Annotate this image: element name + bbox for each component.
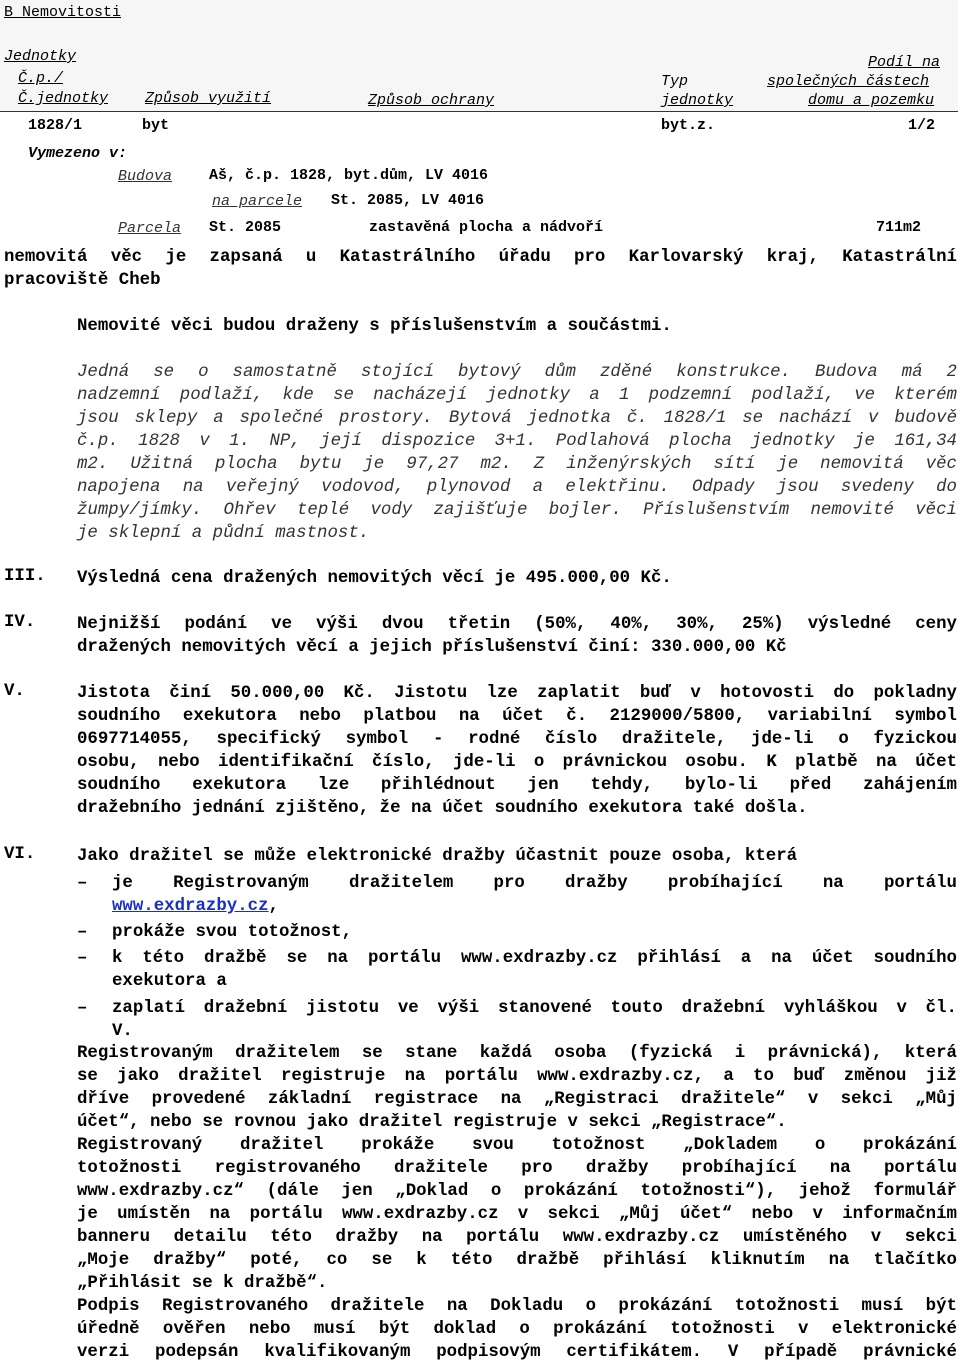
body-line: www.exdrazby.cz“ (dále jen „Doklad o prokázání totožnosti“), jehož formulář	[77, 1182, 957, 1201]
col-cp: Č.p./	[18, 70, 64, 87]
parcel-value: St. 2085	[209, 219, 282, 236]
col-share-2: společných částech	[767, 73, 930, 90]
body-line: úředně ověřen nebo musí být doklad o prokázání totožnosti v elektronické	[77, 1320, 957, 1339]
description-line: nadzemní podlaží, kde se nacházejí jednotky a 1 podzemní podlaží, ve kterém	[77, 386, 957, 405]
bullet-3-line: exekutora a	[112, 972, 227, 991]
deposit-line: osobu, nebo identifikační číslo, jde-li o právnickou osobu. K platbě na účet	[77, 753, 957, 772]
section-iii	[77, 567, 957, 590]
col-unit-no: Č.jednotky	[18, 90, 109, 107]
bullet-1-line: je Registrovaným dražitelem pro dražby probíhající na portálu	[112, 874, 957, 893]
deposit-line: soudního exekutora nebo platbou na účet č. 2129000/5800, variabilní symbol	[77, 707, 957, 726]
lowest-bid-line: dražených nemovitých věcí a jejich příslušenství činí: 330.000,00 Kč	[77, 638, 787, 657]
parcel-kind: zastavěná plocha a nádvoří	[369, 219, 604, 236]
col-share-1: Podíl na	[868, 54, 941, 71]
body-line: účet“, nebo se rovnou jako dražitel registruje v sekci „Registrace“.	[77, 1113, 787, 1132]
description-line: č.p. 1828 v 1. NP, její dispozice 3+1. Podlahová plocha jednotky je 161,34	[77, 432, 957, 451]
parcel-label: Parcela	[118, 220, 182, 237]
section-iv-label: IV.	[4, 613, 36, 632]
description-line: jsou sklepy a společné prostory. Bytová jednotka č. 1828/1 se nachází v budově	[77, 409, 957, 428]
col-units: Jednotky	[4, 48, 77, 65]
deposit-line: dražebního jednání zjištěno, že na účet soudního exekutora také došla.	[77, 799, 808, 818]
exdrazby-link[interactable]: www.exdrazby.cz	[112, 897, 269, 916]
section-vi-intro	[77, 845, 957, 868]
section-v-label: V.	[4, 682, 25, 701]
deposit-line: Jistota činí 50.000,00 Kč. Jistotu lze zaplatit buď v hotovosti do pokladny	[77, 684, 957, 703]
parcel-area: 711m2	[876, 219, 922, 236]
bullet-dash: –	[77, 999, 88, 1018]
section-iii-label: III.	[4, 567, 46, 586]
section-iv	[77, 613, 957, 659]
description-line: žumpy/jímky. Ohřev teplé vody zajišťuje bojler. Příslušenstvím nemovité věci	[77, 501, 957, 520]
col-type-2: jednotky	[661, 92, 734, 109]
section-vi-label: VI.	[4, 845, 36, 864]
unit-use: byt	[142, 117, 170, 134]
description-line: m2. Užitná plocha bytu je 97,27 m2. Z inženýrských sítí je nemovitá věc	[77, 455, 957, 474]
body-line: je umístěn na portálu www.exdrazby.cz v sekci „Můj účet“ nebo v informačním	[77, 1205, 957, 1224]
col-type-1: Typ	[661, 73, 689, 90]
defined-in-label: Vymezeno v:	[28, 145, 128, 162]
auction-note: Nemovité věci budou draženy s příslušenstvím a součástmi.	[77, 317, 672, 336]
auction-note-block	[77, 315, 957, 338]
unit-number: 1828/1	[28, 117, 83, 134]
body-line: dříve provedené základní registrace na „Registraci dražitele“ v sekci „Můj	[77, 1090, 957, 1109]
bullet-1-link-line	[112, 895, 957, 918]
final-price-text: Výsledná cena dražených nemovitých věcí je 495.000,00 Kč.	[77, 569, 672, 588]
body-line: se jako dražitel registruje na portálu www.exdrazby.cz, a to buď změnou již	[77, 1067, 957, 1086]
registry-line-1: nemovitá věc je zapsaná u Katastrálního úřadu pro Karlovarský kraj, Katastrální	[4, 248, 957, 267]
lowest-bid-line: Nejnižší podání ve výši dvou třetin (50%, 40%, 30%, 25%) výsledné ceny	[77, 615, 957, 634]
section-title: B Nemovitosti	[4, 4, 122, 21]
section-v	[77, 682, 957, 820]
on-parcel-value: St. 2085, LV 4016	[331, 192, 485, 209]
body-line: „Moje dražby“ poté, co se k této dražbě přihlásí kliknutím na tlačítko	[77, 1251, 957, 1270]
registry-line-2: pracoviště Cheb	[4, 271, 161, 290]
building-value: Aš, č.p. 1828, byt.dům, LV 4016	[209, 167, 489, 184]
body-line: Registrovaný dražitel prokáže svou totožnost „Dokladem o prokázání	[77, 1136, 957, 1155]
body-line: „Přihlásit se k dražbě“.	[77, 1274, 328, 1293]
col-share-3: domu a pozemku	[808, 92, 935, 109]
unit-share: 1/2	[908, 117, 936, 134]
body-line: Podpis Registrovaného dražitele na Dokladu o prokázání totožnosti musí být	[77, 1297, 957, 1316]
col-use: Způsob využití	[145, 90, 272, 107]
bullet-dash: –	[77, 923, 88, 942]
on-parcel-label: na parcele	[212, 193, 303, 210]
deposit-line: soudního exekutora lze přihlédnout jen tehdy, bylo-li před zahájením	[77, 776, 957, 795]
description-line: Jedná se o samostatně stojící bytový dům zděné konstrukce. Budova má 2	[77, 363, 957, 382]
body-line: totožnosti registrovaného dražitele pro dražby probíhající na portálu	[77, 1159, 957, 1178]
bullet-dash: –	[77, 874, 88, 893]
property-description	[77, 361, 957, 545]
body-line: banneru detailu této dražby na portálu www.exdrazby.cz umístěného v sekci	[77, 1228, 957, 1247]
registry-statement	[4, 246, 957, 292]
body-line: verzi podepsán kvalifikovaným podpisovým certifikátem. V případě právnické	[77, 1343, 957, 1362]
body-line: Registrovaným dražitelem se stane každá osoba (fyzická i právnická), která	[77, 1044, 957, 1063]
building-label: Budova	[118, 168, 173, 185]
bullet-1-tail: ,	[268, 897, 279, 916]
col-protection: Způsob ochrany	[368, 92, 495, 109]
bullet-4-line: zaplatí dražební jistotu ve výši stanovené touto dražební vyhláškou v čl.	[112, 999, 957, 1018]
deposit-line: 0697714055, specifický symbol - rodné číslo dražitele, jde-li o fyzickou	[77, 730, 957, 749]
eligibility-intro: Jako dražitel se může elektronické dražby účastnit pouze osoba, která	[77, 847, 798, 866]
registration-body	[77, 1042, 957, 1364]
bullet-3-line: k této dražbě se na portálu www.exdrazby.cz přihlásí a na účet soudního	[112, 949, 957, 968]
bullet-2-line: prokáže svou totožnost,	[112, 923, 353, 942]
unit-type: byt.z.	[661, 117, 716, 134]
description-line: je sklepní a půdní mastnost.	[77, 524, 370, 543]
description-line: napojena na veřejný vodovod, plynovod a elektřinu. Odpady jsou svedeny do	[77, 478, 957, 497]
bullet-dash: –	[77, 949, 88, 968]
bullet-4-line: V.	[112, 1022, 133, 1041]
